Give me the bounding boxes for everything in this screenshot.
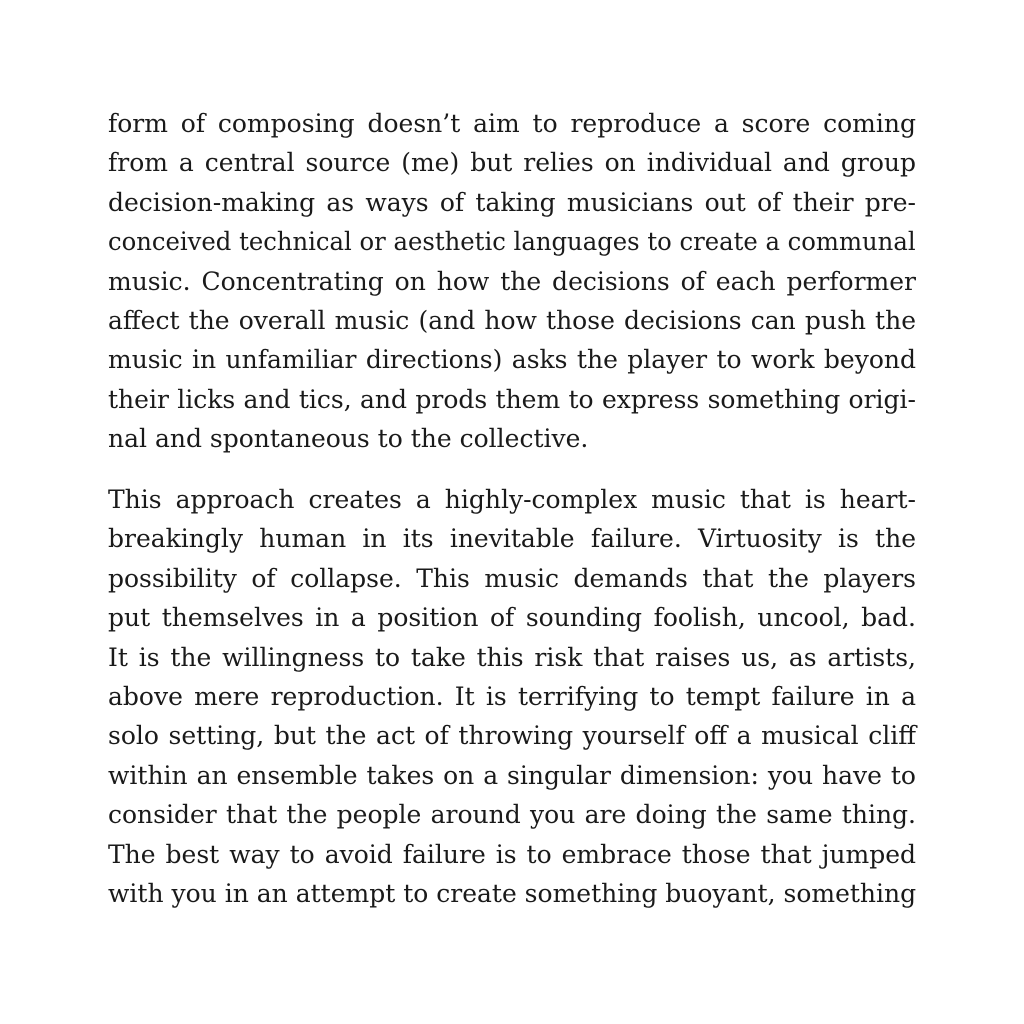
text-line: The best way to avoid failure is to embrace those that jumped [108, 839, 916, 869]
text-line: affect the overall music (and how those decisions can push the [108, 305, 916, 335]
text-line: breakingly human in its inevitable failure. Virtuosity is the [108, 524, 916, 554]
text-line: music in unfamiliar directions) asks the player to work beyond [108, 345, 916, 375]
text-line: from a central source (me) but relies on individual and group [108, 148, 916, 178]
text-line: It is the willingness to take this risk that raises us, as artists, [108, 642, 916, 672]
text-line: above mere reproduction. It is terrifying to tempt failure in a [108, 681, 916, 711]
text-line: put themselves in a position of sounding foolish, uncool, bad. [108, 603, 916, 633]
text-line: This approach creates a highly-complex music that is heart- [108, 485, 916, 514]
text-line: conceived technical or aesthetic languages to create a communal [108, 227, 916, 257]
text-line: with you in an attempt to create something buoyant, something [108, 878, 917, 908]
text-line: within an ensemble takes on a singular dimension: you have to [108, 760, 916, 790]
text-line: possibility of collapse. This music demands that the players [108, 563, 916, 593]
text-line: consider that the people around you are doing the same thing. [108, 800, 916, 830]
text-line: decision-making as ways of taking musicians out of their pre- [108, 187, 916, 217]
paragraph-2 [108, 480, 916, 913]
text-line: their licks and tics, and prods them to express something origi- [108, 384, 916, 414]
text-line: nal and spontaneous to the collective. [108, 424, 589, 454]
text-line: music. Concentrating on how the decisions of each performer [108, 266, 916, 296]
paragraph-1 [108, 104, 916, 459]
text-line: form of composing doesn’t aim to reproduce a score coming [108, 109, 916, 138]
text-line: solo setting, but the act of throwing yourself off a musical cliff [108, 721, 916, 751]
